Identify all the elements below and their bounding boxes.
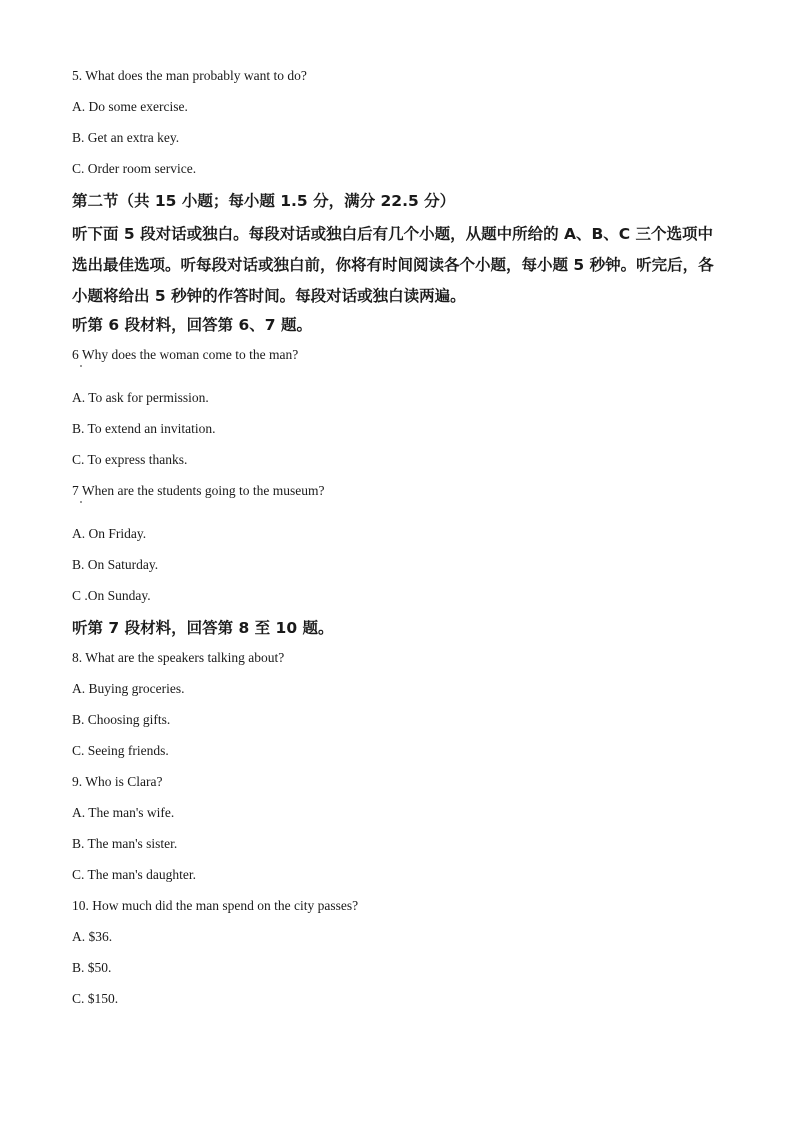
material-7-heading: 听第 7 段材料，回答第 8 至 10 题。 <box>72 619 334 637</box>
option-7b: B. On Saturday. <box>72 557 159 572</box>
option-6b: B. To extend an invitation. <box>72 421 216 436</box>
document-page <box>72 64 732 1018</box>
option-5a: A. Do some exercise. <box>72 99 188 114</box>
option-7a: A. On Friday. <box>72 526 147 541</box>
section-2-title: 第二节（共 15 小题；每小题 1.5 分，满分 22.5 分） <box>72 192 456 210</box>
question-9: 9. Who is Clara? <box>72 774 163 789</box>
option-10b: B. $50. <box>72 960 112 975</box>
material-6-heading: 听第 6 段材料，回答第 6、7 题。 <box>72 316 312 334</box>
stray-dot-mark <box>80 365 82 367</box>
section-2-instructions: 听下面 5 段对话或独白。每段对话或独白后有几个小题，从题中所给的 A、B、C 三个选项中选出最佳选项。听每段对话或独白前，你将有时间阅读各个小题，每小题 5 秒钟。听完后，各小题将给出 5 秒钟的作答时间。每段对话或独白读两遍。 <box>72 225 714 305</box>
option-5b: B. Get an extra key. <box>72 130 180 145</box>
option-9a: A. The man's wife. <box>72 805 175 820</box>
question-7-row <box>72 479 732 522</box>
question-8: 8. What are the speakers talking about? <box>72 650 285 665</box>
question-6: 6 Why does the woman come to the man? <box>72 347 299 362</box>
option-8c: C. Seeing friends. <box>72 743 169 758</box>
question-10: 10. How much did the man spend on the city passes? <box>72 898 359 913</box>
option-9b: B. The man's sister. <box>72 836 178 851</box>
option-6a: A. To ask for permission. <box>72 390 209 405</box>
option-7c: C .On Sunday. <box>72 588 151 603</box>
question-6-row <box>72 343 732 386</box>
question-5: 5. What does the man probably want to do? <box>72 68 307 83</box>
option-6c: C. To express thanks. <box>72 452 188 467</box>
stray-dot-mark <box>80 501 82 503</box>
option-10a: A. $36. <box>72 929 113 944</box>
option-10c: C. $150. <box>72 991 119 1006</box>
option-8b: B. Choosing gifts. <box>72 712 171 727</box>
question-7: 7 When are the students going to the museum? <box>72 483 325 498</box>
option-5c: C. Order room service. <box>72 161 197 176</box>
option-8a: A. Buying groceries. <box>72 681 185 696</box>
option-9c: C. The man's daughter. <box>72 867 197 882</box>
